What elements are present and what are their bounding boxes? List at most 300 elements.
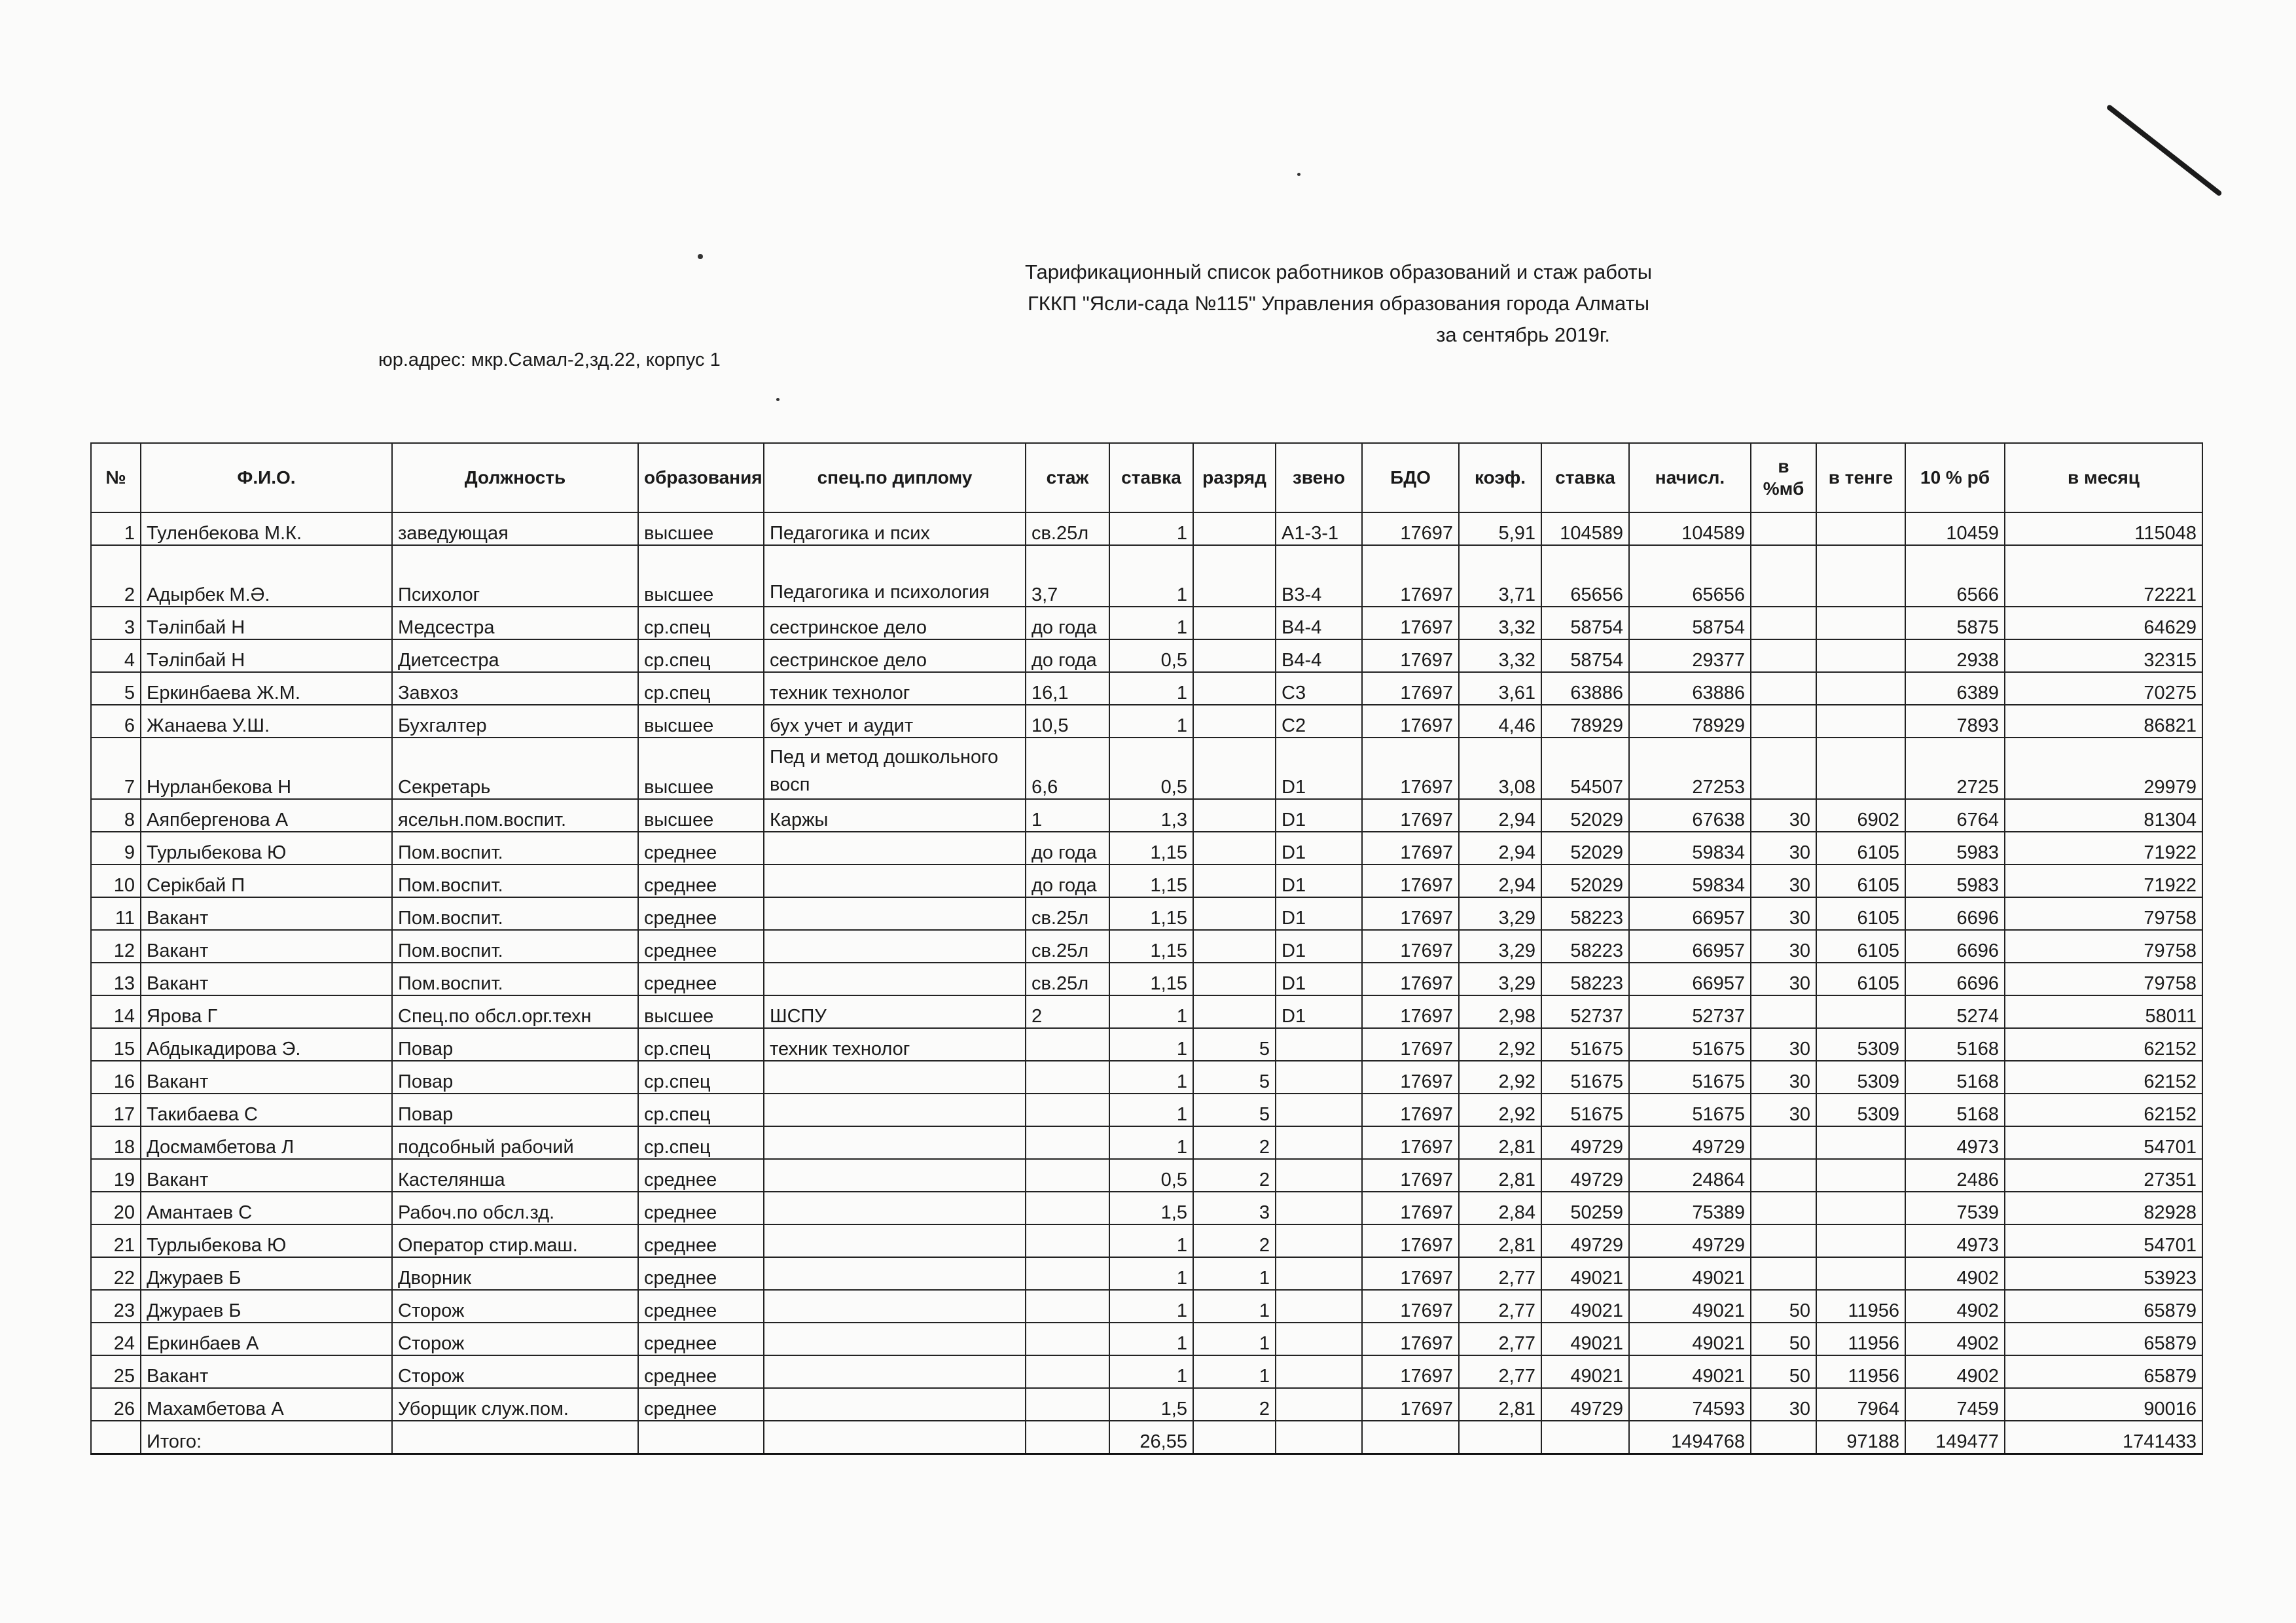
cell-tier (1276, 1061, 1362, 1094)
table-row (91, 865, 2202, 897)
cell-bdo: 17697 (1362, 607, 1459, 639)
cell-grade (1193, 963, 1276, 995)
cell-accrued: 49729 (1629, 1224, 1751, 1257)
cell-bdo: 17697 (1362, 738, 1459, 799)
cell-full-name: Вакант (141, 963, 392, 995)
cell-full-name: Туленбекова М.К. (141, 512, 392, 545)
cell-in-tenge (1816, 705, 1905, 738)
cell-per-month: 72221 (2005, 545, 2202, 607)
cell-bdo: 17697 (1362, 1355, 1459, 1388)
cell-base-rate: 78929 (1541, 705, 1629, 738)
cell-position: Спец.по обсл.орг.техн (392, 995, 638, 1028)
cell-grade (1193, 738, 1276, 799)
cell-percent-mb (1751, 1224, 1816, 1257)
cell-accrued: 58754 (1629, 607, 1751, 639)
cell-accrued: 67638 (1629, 799, 1751, 832)
cell-bdo: 17697 (1362, 1192, 1459, 1224)
document-title (956, 257, 1721, 351)
cell-tier (1276, 1257, 1362, 1290)
cell-percent-mb (1751, 1126, 1816, 1159)
cell-experience (1026, 1126, 1109, 1159)
cell-per-month: 79758 (2005, 963, 2202, 995)
cell-bdo: 17697 (1362, 1094, 1459, 1126)
cell-accrued: 29377 (1629, 639, 1751, 672)
cell-base-rate: 49021 (1541, 1257, 1629, 1290)
cell-accrued: 49021 (1629, 1257, 1751, 1290)
cell-ten-percent-rb: 4973 (1905, 1126, 2005, 1159)
cell-ten-percent-rb: 4902 (1905, 1355, 2005, 1388)
cell-in-tenge (1816, 639, 1905, 672)
cell-coefficient: 3,32 (1459, 607, 1541, 639)
cell-in-tenge: 6105 (1816, 930, 1905, 963)
cell-education: среднее (638, 897, 764, 930)
cell-percent-mb: 30 (1751, 1028, 1816, 1061)
cell-full-name: Вакант (141, 1355, 392, 1388)
cell-full-name: Джураев Б (141, 1290, 392, 1323)
cell-position: Рабоч.по обсл.зд. (392, 1192, 638, 1224)
cell-diploma-specialty: Каржы (764, 799, 1026, 832)
table-row (91, 1355, 2202, 1388)
cell-tier (1276, 1028, 1362, 1061)
cell-coefficient: 2,77 (1459, 1355, 1541, 1388)
cell-ten-percent-rb: 2486 (1905, 1159, 2005, 1192)
cell-diploma-specialty (764, 1094, 1026, 1126)
cell-education: среднее (638, 930, 764, 963)
cell-education: среднее (638, 1355, 764, 1388)
cell-percent-mb (1751, 639, 1816, 672)
column-header-tier: звено (1276, 443, 1362, 512)
cell-base-rate: 49021 (1541, 1290, 1629, 1323)
cell-number: 16 (91, 1061, 141, 1094)
cell-full-name: Еркинбаева Ж.М. (141, 672, 392, 705)
cell-accrued: 51675 (1629, 1094, 1751, 1126)
cell-education: ср.спец (638, 639, 764, 672)
cell-accrued: 66957 (1629, 963, 1751, 995)
cell-percent-mb (1751, 1192, 1816, 1224)
cell-coefficient: 5,91 (1459, 512, 1541, 545)
cell-grade: 5 (1193, 1028, 1276, 1061)
cell-in-tenge (1816, 1159, 1905, 1192)
cell-education: среднее (638, 1192, 764, 1224)
cell-percent-mb: 30 (1751, 897, 1816, 930)
cell-percent-mb: 30 (1751, 1061, 1816, 1094)
cell-experience (1026, 1159, 1109, 1192)
cell-coefficient: 3,29 (1459, 963, 1541, 995)
cell-diploma-specialty (764, 1290, 1026, 1323)
cell-in-tenge: 11956 (1816, 1290, 1905, 1323)
cell-full-name: Амантаев С (141, 1192, 392, 1224)
total-full-name: Итого: (141, 1421, 392, 1454)
cell-diploma-specialty (764, 930, 1026, 963)
cell-base-rate: 58223 (1541, 930, 1629, 963)
cell-rate: 1 (1109, 1028, 1193, 1061)
cell-rate: 1 (1109, 1323, 1193, 1355)
cell-tier: D1 (1276, 865, 1362, 897)
cell-coefficient: 3,61 (1459, 672, 1541, 705)
cell-per-month: 79758 (2005, 897, 2202, 930)
cell-percent-mb (1751, 607, 1816, 639)
cell-diploma-specialty (764, 1126, 1026, 1159)
cell-diploma-specialty (764, 1061, 1026, 1094)
cell-diploma-specialty (764, 865, 1026, 897)
cell-rate: 1,5 (1109, 1388, 1193, 1421)
cell-position: Бухгалтер (392, 705, 638, 738)
cell-accrued: 24864 (1629, 1159, 1751, 1192)
cell-education: высшее (638, 512, 764, 545)
cell-ten-percent-rb: 7459 (1905, 1388, 2005, 1421)
cell-position: заведующая (392, 512, 638, 545)
scan-speck (698, 254, 703, 259)
table-row (91, 1290, 2202, 1323)
cell-rate: 0,5 (1109, 738, 1193, 799)
table-row (91, 897, 2202, 930)
cell-rate: 1 (1109, 705, 1193, 738)
total-coefficient (1459, 1421, 1541, 1454)
cell-in-tenge: 6105 (1816, 832, 1905, 865)
cell-ten-percent-rb: 4902 (1905, 1257, 2005, 1290)
cell-bdo: 17697 (1362, 1061, 1459, 1094)
cell-number: 5 (91, 672, 141, 705)
cell-bdo: 17697 (1362, 865, 1459, 897)
cell-bdo: 17697 (1362, 1224, 1459, 1257)
cell-position: Сторож (392, 1323, 638, 1355)
cell-coefficient: 2,92 (1459, 1028, 1541, 1061)
table-row (91, 1323, 2202, 1355)
cell-experience: св.25л (1026, 512, 1109, 545)
table-row (91, 705, 2202, 738)
cell-tier (1276, 1192, 1362, 1224)
table-row (91, 1224, 2202, 1257)
cell-full-name: Нурланбекова Н (141, 738, 392, 799)
cell-accrued: 63886 (1629, 672, 1751, 705)
cell-number: 1 (91, 512, 141, 545)
cell-full-name: Аяпбергенова А (141, 799, 392, 832)
cell-number: 12 (91, 930, 141, 963)
cell-experience: до года (1026, 639, 1109, 672)
cell-per-month: 64629 (2005, 607, 2202, 639)
cell-number: 21 (91, 1224, 141, 1257)
cell-rate: 1 (1109, 995, 1193, 1028)
cell-experience (1026, 1355, 1109, 1388)
cell-coefficient: 3,29 (1459, 930, 1541, 963)
cell-per-month: 62152 (2005, 1028, 2202, 1061)
column-header-base-rate: ставка (1541, 443, 1629, 512)
column-header-accrued: начисл. (1629, 443, 1751, 512)
cell-coefficient: 2,81 (1459, 1388, 1541, 1421)
cell-in-tenge (1816, 1257, 1905, 1290)
cell-in-tenge (1816, 1192, 1905, 1224)
cell-education: среднее (638, 1257, 764, 1290)
cell-percent-mb (1751, 1257, 1816, 1290)
cell-full-name: Вакант (141, 897, 392, 930)
cell-tier: D1 (1276, 799, 1362, 832)
cell-bdo: 17697 (1362, 1290, 1459, 1323)
column-header-bdo: БДО (1362, 443, 1459, 512)
cell-education: ср.спец (638, 1094, 764, 1126)
table-row (91, 545, 2202, 607)
table-row (91, 1257, 2202, 1290)
table-row (91, 1192, 2202, 1224)
column-header-position: Должность (392, 443, 638, 512)
cell-rate: 1 (1109, 1355, 1193, 1388)
table-row (91, 607, 2202, 639)
total-number (91, 1421, 141, 1454)
cell-base-rate: 51675 (1541, 1028, 1629, 1061)
cell-base-rate: 58754 (1541, 639, 1629, 672)
cell-percent-mb: 30 (1751, 865, 1816, 897)
cell-grade (1193, 512, 1276, 545)
title-line-2: ГККП "Ясли-сада №115" Управления образования города Алматы (1027, 292, 1650, 315)
cell-rate: 1,15 (1109, 832, 1193, 865)
cell-per-month: 79758 (2005, 930, 2202, 963)
cell-coefficient: 3,71 (1459, 545, 1541, 607)
cell-number: 13 (91, 963, 141, 995)
cell-experience (1026, 1224, 1109, 1257)
column-header-per-month: в месяц (2005, 443, 2202, 512)
cell-full-name: Еркинбаев А (141, 1323, 392, 1355)
cell-tier: D1 (1276, 963, 1362, 995)
cell-per-month: 86821 (2005, 705, 2202, 738)
cell-percent-mb: 30 (1751, 930, 1816, 963)
cell-position: Секретарь (392, 738, 638, 799)
cell-per-month: 65879 (2005, 1290, 2202, 1323)
cell-base-rate: 52029 (1541, 799, 1629, 832)
cell-bdo: 17697 (1362, 1257, 1459, 1290)
cell-accrued: 75389 (1629, 1192, 1751, 1224)
table-row (91, 672, 2202, 705)
cell-experience: 1 (1026, 799, 1109, 832)
cell-experience: до года (1026, 607, 1109, 639)
total-base-rate (1541, 1421, 1629, 1454)
cell-number: 7 (91, 738, 141, 799)
column-header-number: № (91, 443, 141, 512)
cell-in-tenge: 6902 (1816, 799, 1905, 832)
total-diploma-specialty (764, 1421, 1026, 1454)
column-header-in-tenge: в тенге (1816, 443, 1905, 512)
cell-tier: В4-4 (1276, 607, 1362, 639)
cell-coefficient: 2,92 (1459, 1061, 1541, 1094)
cell-experience (1026, 1028, 1109, 1061)
cell-position: Повар (392, 1094, 638, 1126)
cell-base-rate: 51675 (1541, 1094, 1629, 1126)
cell-full-name: Вакант (141, 1159, 392, 1192)
cell-number: 19 (91, 1159, 141, 1192)
cell-ten-percent-rb: 5875 (1905, 607, 2005, 639)
cell-education: ср.спец (638, 1028, 764, 1061)
cell-per-month: 62152 (2005, 1094, 2202, 1126)
cell-number: 23 (91, 1290, 141, 1323)
cell-percent-mb: 50 (1751, 1323, 1816, 1355)
cell-bdo: 17697 (1362, 1028, 1459, 1061)
cell-education: среднее (638, 963, 764, 995)
cell-coefficient: 2,77 (1459, 1323, 1541, 1355)
table-row (91, 512, 2202, 545)
cell-coefficient: 2,92 (1459, 1094, 1541, 1126)
cell-number: 20 (91, 1192, 141, 1224)
cell-rate: 0,5 (1109, 1159, 1193, 1192)
cell-base-rate: 49021 (1541, 1323, 1629, 1355)
cell-education: среднее (638, 832, 764, 865)
cell-position: Пом.воспит. (392, 930, 638, 963)
cell-coefficient: 4,46 (1459, 705, 1541, 738)
cell-full-name: Досмамбетова Л (141, 1126, 392, 1159)
total-grade (1193, 1421, 1276, 1454)
cell-per-month: 71922 (2005, 832, 2202, 865)
cell-rate: 1,15 (1109, 865, 1193, 897)
cell-tier: D1 (1276, 832, 1362, 865)
cell-education: ср.спец (638, 672, 764, 705)
cell-bdo: 17697 (1362, 963, 1459, 995)
cell-position: Уборщик служ.пом. (392, 1388, 638, 1421)
cell-bdo: 17697 (1362, 1388, 1459, 1421)
cell-tier: А1-3-1 (1276, 512, 1362, 545)
table-row (91, 832, 2202, 865)
cell-full-name: Вакант (141, 1061, 392, 1094)
cell-number: 25 (91, 1355, 141, 1388)
cell-grade (1193, 897, 1276, 930)
cell-in-tenge (1816, 545, 1905, 607)
cell-diploma-specialty: Педагогика и псих (764, 512, 1026, 545)
cell-coefficient: 3,29 (1459, 897, 1541, 930)
cell-grade: 1 (1193, 1257, 1276, 1290)
cell-education: ср.спец (638, 1061, 764, 1094)
cell-coefficient: 2,81 (1459, 1126, 1541, 1159)
cell-full-name: Тәліпбай Н (141, 607, 392, 639)
cell-bdo: 17697 (1362, 832, 1459, 865)
tariff-table (90, 442, 2203, 1455)
cell-position: Повар (392, 1061, 638, 1094)
cell-rate: 1 (1109, 607, 1193, 639)
cell-grade (1193, 832, 1276, 865)
table-row (91, 930, 2202, 963)
table-total-row (91, 1421, 2202, 1454)
cell-rate: 1 (1109, 512, 1193, 545)
cell-number: 9 (91, 832, 141, 865)
table-row (91, 1388, 2202, 1421)
cell-ten-percent-rb: 6389 (1905, 672, 2005, 705)
cell-full-name: Абдыкадирова Э. (141, 1028, 392, 1061)
cell-accrued: 59834 (1629, 832, 1751, 865)
cell-ten-percent-rb: 4973 (1905, 1224, 2005, 1257)
cell-grade: 2 (1193, 1224, 1276, 1257)
cell-rate: 1 (1109, 1126, 1193, 1159)
cell-in-tenge: 5309 (1816, 1094, 1905, 1126)
cell-in-tenge: 6105 (1816, 865, 1905, 897)
column-header-experience: стаж (1026, 443, 1109, 512)
cell-tier: С2 (1276, 705, 1362, 738)
cell-diploma-specialty: бух учет и аудит (764, 705, 1026, 738)
cell-accrued: 52737 (1629, 995, 1751, 1028)
cell-full-name: Жанаева У.Ш. (141, 705, 392, 738)
cell-percent-mb: 30 (1751, 832, 1816, 865)
cell-base-rate: 58223 (1541, 963, 1629, 995)
column-header-percent-mb: в %мб (1751, 443, 1816, 512)
column-header-coefficient: коэф. (1459, 443, 1541, 512)
cell-experience (1026, 1290, 1109, 1323)
cell-ten-percent-rb: 7539 (1905, 1192, 2005, 1224)
cell-tier (1276, 1094, 1362, 1126)
cell-bdo: 17697 (1362, 545, 1459, 607)
cell-diploma-specialty (764, 1192, 1026, 1224)
cell-rate: 1 (1109, 545, 1193, 607)
cell-number: 10 (91, 865, 141, 897)
cell-position: Сторож (392, 1355, 638, 1388)
cell-accrued: 104589 (1629, 512, 1751, 545)
cell-base-rate: 52737 (1541, 995, 1629, 1028)
cell-in-tenge: 11956 (1816, 1323, 1905, 1355)
cell-bdo: 17697 (1362, 705, 1459, 738)
cell-experience (1026, 1388, 1109, 1421)
cell-education: ср.спец (638, 607, 764, 639)
cell-base-rate: 54507 (1541, 738, 1629, 799)
cell-base-rate: 63886 (1541, 672, 1629, 705)
cell-ten-percent-rb: 6764 (1905, 799, 2005, 832)
cell-tier: D1 (1276, 897, 1362, 930)
cell-per-month: 65879 (2005, 1355, 2202, 1388)
cell-experience: до года (1026, 865, 1109, 897)
column-header-grade: разряд (1193, 443, 1276, 512)
cell-ten-percent-rb: 4902 (1905, 1290, 2005, 1323)
column-header-rate: ставка (1109, 443, 1193, 512)
cell-full-name: Ярова Г (141, 995, 392, 1028)
cell-education: среднее (638, 1224, 764, 1257)
cell-number: 4 (91, 639, 141, 672)
cell-diploma-specialty: техник технолог (764, 1028, 1026, 1061)
cell-position: Повар (392, 1028, 638, 1061)
table-row (91, 963, 2202, 995)
cell-coefficient: 2,94 (1459, 832, 1541, 865)
cell-ten-percent-rb: 5983 (1905, 832, 2005, 865)
cell-grade (1193, 545, 1276, 607)
cell-position: Дворник (392, 1257, 638, 1290)
cell-education: высшее (638, 995, 764, 1028)
cell-in-tenge: 5309 (1816, 1028, 1905, 1061)
cell-accrued: 49021 (1629, 1290, 1751, 1323)
cell-coefficient: 3,08 (1459, 738, 1541, 799)
cell-diploma-specialty: сестринское дело (764, 607, 1026, 639)
cell-bdo: 17697 (1362, 930, 1459, 963)
cell-experience: 6,6 (1026, 738, 1109, 799)
cell-ten-percent-rb: 5168 (1905, 1061, 2005, 1094)
cell-tier (1276, 1290, 1362, 1323)
total-percent-mb (1751, 1421, 1816, 1454)
cell-in-tenge: 7964 (1816, 1388, 1905, 1421)
cell-tier (1276, 1388, 1362, 1421)
title-line-1: Тарификационный список работников образований и стаж работы (1024, 260, 1653, 283)
cell-full-name: Вакант (141, 930, 392, 963)
cell-diploma-specialty (764, 1323, 1026, 1355)
total-ten-percent-rb: 149477 (1905, 1421, 2005, 1454)
cell-diploma-specialty (764, 1355, 1026, 1388)
cell-diploma-specialty (764, 1257, 1026, 1290)
cell-ten-percent-rb: 4902 (1905, 1323, 2005, 1355)
cell-experience: 2 (1026, 995, 1109, 1028)
cell-experience: св.25л (1026, 963, 1109, 995)
cell-bdo: 17697 (1362, 799, 1459, 832)
cell-in-tenge: 6105 (1816, 963, 1905, 995)
cell-experience: св.25л (1026, 897, 1109, 930)
cell-in-tenge (1816, 995, 1905, 1028)
scan-speck (776, 398, 780, 401)
column-header-diploma-specialty: спец.по диплому (764, 443, 1026, 512)
cell-grade (1193, 995, 1276, 1028)
cell-in-tenge (1816, 512, 1905, 545)
cell-tier: В4-4 (1276, 639, 1362, 672)
cell-ten-percent-rb: 2938 (1905, 639, 2005, 672)
cell-full-name: Джураев Б (141, 1257, 392, 1290)
cell-number: 15 (91, 1028, 141, 1061)
cell-number: 11 (91, 897, 141, 930)
